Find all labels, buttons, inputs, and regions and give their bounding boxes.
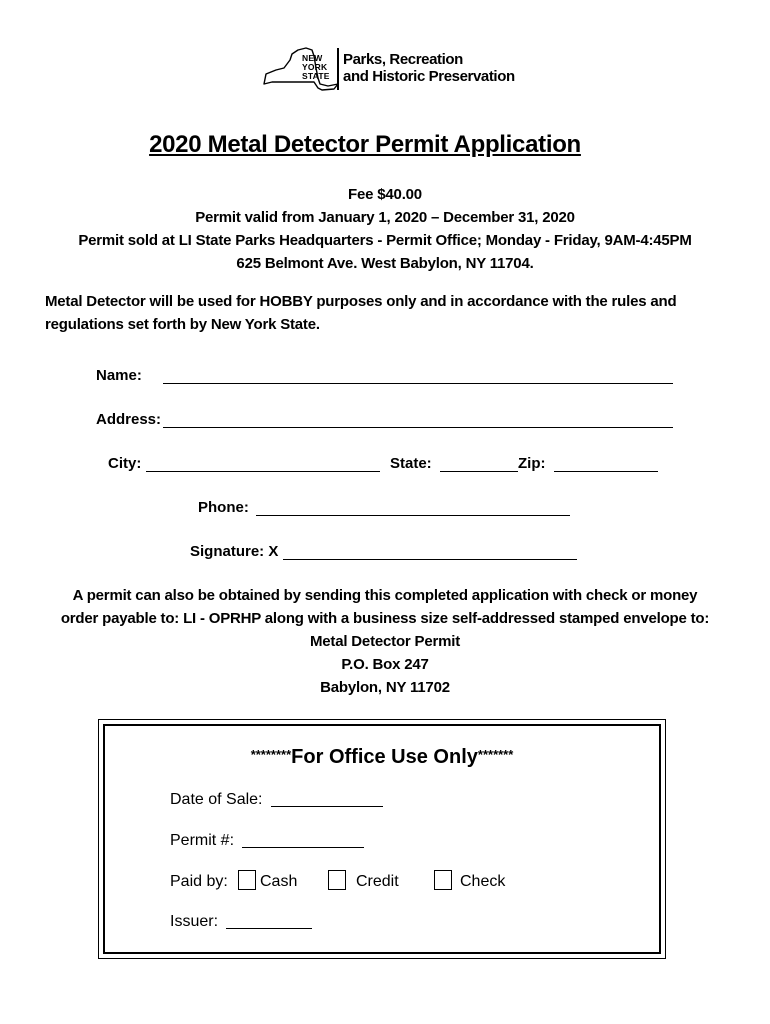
date-of-sale-input-line[interactable] xyxy=(271,790,383,807)
fee-text: Fee $40.00 xyxy=(348,186,422,203)
credit-label: Credit xyxy=(356,873,399,890)
address-label: Address: xyxy=(96,411,162,428)
new-york-state-wordmark: NEW YORK STATE xyxy=(302,53,330,81)
city-input-line[interactable] xyxy=(146,454,380,472)
issuer-field xyxy=(170,912,312,934)
signature-field xyxy=(190,542,577,564)
address-input-line[interactable] xyxy=(163,410,673,428)
state-label: State: xyxy=(390,455,432,472)
office-use-title: ********For Office Use Only******* xyxy=(250,746,514,768)
agency-logo xyxy=(262,44,522,94)
credit-checkbox[interactable] xyxy=(328,870,346,890)
check-checkbox[interactable] xyxy=(434,870,452,890)
permit-info xyxy=(30,183,740,275)
permit-number-label: Permit #: xyxy=(170,832,235,849)
date-of-sale-label: Date of Sale: xyxy=(170,791,263,808)
issuer-label: Issuer: xyxy=(170,913,219,930)
cash-checkbox[interactable] xyxy=(238,870,256,890)
sold-at-text: Permit sold at LI State Parks Headquarters - Permit Office; Monday - Friday, 9AM-4:45PM xyxy=(78,232,692,249)
hobby-notice: Metal Detector will be used for HOBBY purposes only and in accordance with the rules and regulations set forth by New York State. xyxy=(45,293,677,333)
check-label: Check xyxy=(460,873,506,890)
name-label: Name: xyxy=(96,367,142,384)
signature-input-line[interactable] xyxy=(283,542,577,560)
validity-text: Permit valid from January 1, 2020 – December 31, 2020 xyxy=(195,209,575,226)
logo-divider xyxy=(337,48,339,90)
cash-label: Cash xyxy=(260,873,298,890)
paid-by-label: Paid by: xyxy=(170,873,228,890)
office-use-inner-border xyxy=(103,724,661,954)
city-label: City: xyxy=(108,455,142,472)
mail-instructions: A permit can also be obtained by sending this completed application with check or money order payable to: LI - OPRHP along with a business size self-addressed stamped envelope to: Metal Detector Permit P.O. Box 247 Babylon, NY 11702 xyxy=(60,587,710,696)
permit-number-input-line[interactable] xyxy=(242,831,364,848)
signature-label: Signature: X xyxy=(190,543,279,560)
office-use-box xyxy=(98,719,666,959)
phone-field xyxy=(198,498,570,520)
name-input-line[interactable] xyxy=(163,366,673,384)
city-state-zip-field xyxy=(108,454,658,476)
state-input-line[interactable] xyxy=(440,454,518,472)
office-address-text: 625 Belmont Ave. West Babylon, NY 11704. xyxy=(236,255,534,272)
date-of-sale-field xyxy=(170,790,383,812)
phone-input-line[interactable] xyxy=(256,498,570,516)
zip-label: Zip: xyxy=(518,455,546,472)
issuer-input-line[interactable] xyxy=(226,912,312,929)
phone-label: Phone: xyxy=(198,499,249,516)
name-field xyxy=(96,366,673,388)
address-field xyxy=(96,410,673,432)
zip-input-line[interactable] xyxy=(554,454,658,472)
permit-number-field xyxy=(170,831,364,853)
page-title: 2020 Metal Detector Permit Application xyxy=(149,131,581,158)
agency-name: Parks, Recreation and Historic Preservation xyxy=(343,51,515,85)
